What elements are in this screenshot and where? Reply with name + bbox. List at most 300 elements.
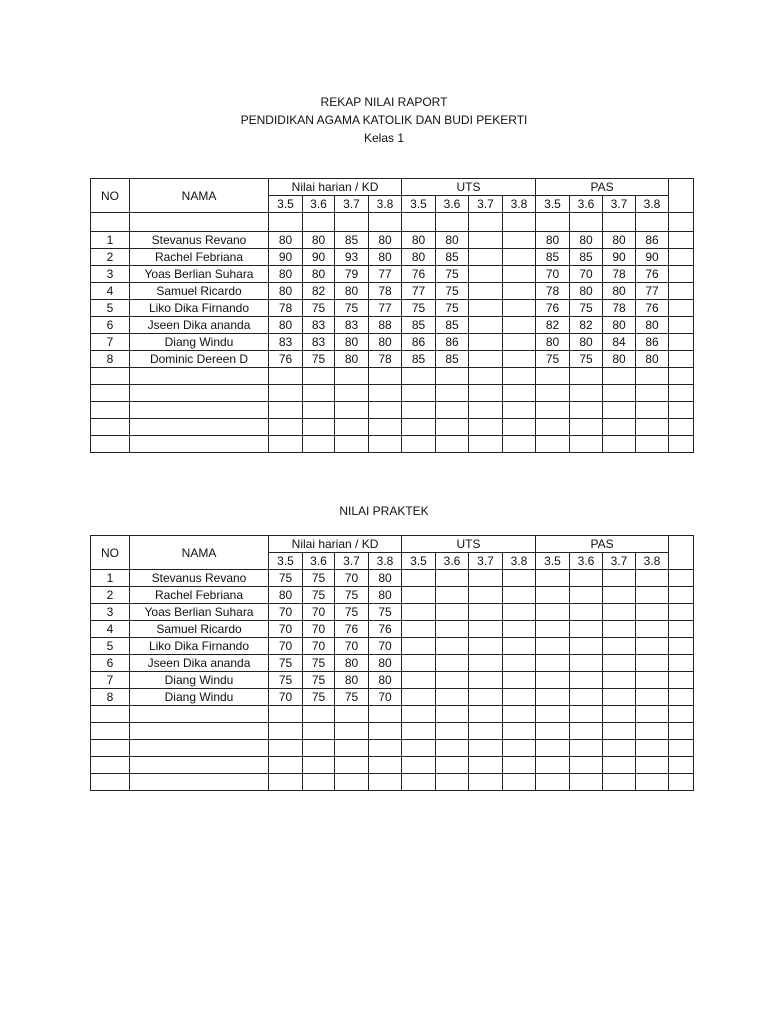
empty-cell: [130, 774, 269, 791]
table-row: [91, 587, 694, 604]
score-cell: 76: [636, 266, 669, 283]
row-no: 8: [91, 689, 130, 706]
empty-cell: [503, 368, 536, 385]
empty-cell: [402, 419, 436, 436]
student-name: Liko Dika Firnando: [130, 638, 269, 655]
empty-cell: [636, 213, 669, 232]
empty-cell: [669, 419, 694, 436]
blank-row: [91, 723, 694, 740]
score-cell: 80: [335, 283, 369, 300]
empty-cell: [402, 402, 436, 419]
score-cell: [469, 334, 503, 351]
empty-cell: [436, 213, 469, 232]
student-name: Yoas Berlian Suhara: [130, 266, 269, 283]
score-cell: 78: [369, 283, 402, 300]
score-cell: [503, 655, 536, 672]
empty-cell: [669, 706, 694, 723]
empty-cell: [503, 402, 536, 419]
score-cell: [402, 587, 436, 604]
empty-cell: [469, 419, 503, 436]
empty-cell: [603, 757, 636, 774]
empty-cell: [269, 213, 303, 232]
blank-row: [91, 402, 694, 419]
header-kd: 3.8: [369, 196, 402, 213]
student-name: Jseen Dika ananda: [130, 655, 269, 672]
empty-cell: [303, 402, 335, 419]
empty-cell: [91, 213, 130, 232]
score-cell: [636, 570, 669, 587]
empty-cell: [91, 419, 130, 436]
score-cell: [603, 604, 636, 621]
score-cell: 75: [303, 655, 335, 672]
score-cell: 82: [570, 317, 603, 334]
score-cell: [536, 672, 570, 689]
empty-cell: [369, 368, 402, 385]
header-kd: 3.7: [469, 196, 503, 213]
empty-cell: [603, 774, 636, 791]
score-cell: 88: [369, 317, 402, 334]
score-cell: [603, 689, 636, 706]
row-no: 3: [91, 604, 130, 621]
extra-cell: [669, 672, 694, 689]
empty-cell: [303, 213, 335, 232]
score-cell: 76: [636, 300, 669, 317]
score-cell: 75: [269, 655, 303, 672]
header-kd: 3.8: [369, 553, 402, 570]
score-cell: [570, 655, 603, 672]
header-nama: NAMA: [130, 179, 269, 213]
score-cell: 80: [335, 655, 369, 672]
score-cell: [503, 604, 536, 621]
score-cell: [469, 689, 503, 706]
empty-cell: [130, 706, 269, 723]
score-cell: [503, 587, 536, 604]
score-cell: 80: [369, 570, 402, 587]
score-cell: 78: [603, 266, 636, 283]
empty-cell: [402, 368, 436, 385]
header-kd: 3.7: [469, 553, 503, 570]
score-cell: 80: [603, 232, 636, 249]
score-cell: 75: [570, 351, 603, 368]
document-title: [0, 93, 768, 147]
student-name: Liko Dika Firnando: [130, 300, 269, 317]
empty-cell: [669, 385, 694, 402]
empty-cell: [369, 436, 402, 453]
empty-cell: [269, 436, 303, 453]
score-cell: [603, 655, 636, 672]
score-cell: [603, 587, 636, 604]
empty-cell: [636, 757, 669, 774]
score-cell: 80: [570, 232, 603, 249]
empty-cell: [335, 368, 369, 385]
student-name: Stevanus Revano: [130, 232, 269, 249]
score-cell: 86: [636, 232, 669, 249]
score-cell: [469, 300, 503, 317]
blank-row: [91, 740, 694, 757]
score-cell: 86: [636, 334, 669, 351]
student-name: Samuel Ricardo: [130, 621, 269, 638]
empty-cell: [130, 385, 269, 402]
row-no: 6: [91, 655, 130, 672]
score-cell: 80: [369, 249, 402, 266]
section-title-praktek: NILAI PRAKTEK: [339, 504, 429, 518]
score-cell: 85: [536, 249, 570, 266]
score-cell: [469, 283, 503, 300]
empty-cell: [536, 723, 570, 740]
empty-cell: [91, 402, 130, 419]
row-no: 4: [91, 283, 130, 300]
score-cell: 75: [570, 300, 603, 317]
score-cell: [503, 570, 536, 587]
empty-cell: [436, 419, 469, 436]
empty-cell: [303, 368, 335, 385]
empty-cell: [503, 213, 536, 232]
score-cell: 83: [303, 334, 335, 351]
empty-cell: [402, 723, 436, 740]
score-cell: 75: [436, 300, 469, 317]
extra-cell: [669, 587, 694, 604]
score-cell: 77: [402, 283, 436, 300]
header-group-uts: UTS: [402, 179, 536, 196]
extra-cell: [669, 300, 694, 317]
empty-cell: [636, 740, 669, 757]
extra-cell: [669, 621, 694, 638]
score-cell: [636, 638, 669, 655]
empty-cell: [570, 774, 603, 791]
empty-cell: [570, 723, 603, 740]
score-cell: 75: [303, 587, 335, 604]
empty-cell: [335, 385, 369, 402]
empty-cell: [369, 706, 402, 723]
score-cell: [503, 638, 536, 655]
empty-cell: [536, 757, 570, 774]
score-cell: [536, 638, 570, 655]
extra-cell: [669, 283, 694, 300]
empty-cell: [402, 740, 436, 757]
empty-cell: [636, 385, 669, 402]
score-cell: 80: [603, 351, 636, 368]
empty-cell: [570, 757, 603, 774]
extra-cell: [669, 317, 694, 334]
empty-cell: [669, 368, 694, 385]
row-no: 2: [91, 249, 130, 266]
empty-cell: [269, 368, 303, 385]
empty-cell: [369, 213, 402, 232]
empty-cell: [469, 723, 503, 740]
table-row: [91, 655, 694, 672]
score-cell: 80: [369, 655, 402, 672]
empty-cell: [303, 774, 335, 791]
empty-cell: [503, 706, 536, 723]
score-cell: [503, 249, 536, 266]
score-cell: [570, 587, 603, 604]
title-line-2: PENDIDIKAN AGAMA KATOLIK DAN BUDI PEKERTI: [240, 113, 528, 127]
score-cell: [536, 587, 570, 604]
empty-cell: [335, 757, 369, 774]
extra-cell: [669, 266, 694, 283]
score-cell: [402, 689, 436, 706]
score-cell: 70: [269, 604, 303, 621]
empty-cell: [570, 740, 603, 757]
empty-cell: [636, 419, 669, 436]
score-cell: [536, 621, 570, 638]
score-cell: [536, 570, 570, 587]
score-cell: [636, 655, 669, 672]
score-cell: 77: [636, 283, 669, 300]
empty-cell: [303, 436, 335, 453]
score-cell: 70: [335, 570, 369, 587]
empty-cell: [436, 774, 469, 791]
header-kd: 3.8: [503, 553, 536, 570]
empty-cell: [269, 774, 303, 791]
empty-cell: [335, 706, 369, 723]
title-line-3: Kelas 1: [363, 131, 405, 145]
extra-cell: [669, 689, 694, 706]
empty-cell: [636, 436, 669, 453]
empty-cell: [335, 723, 369, 740]
header-row: [91, 179, 694, 196]
blank-row: [91, 436, 694, 453]
empty-cell: [402, 385, 436, 402]
score-cell: [503, 621, 536, 638]
score-cell: 70: [335, 638, 369, 655]
empty-cell: [91, 723, 130, 740]
score-cell: 80: [402, 249, 436, 266]
header-kd: 3.5: [269, 196, 303, 213]
score-cell: [636, 621, 669, 638]
empty-cell: [369, 774, 402, 791]
score-cell: [570, 638, 603, 655]
score-cell: 85: [335, 232, 369, 249]
student-name: Rachel Febriana: [130, 249, 269, 266]
empty-cell: [669, 774, 694, 791]
score-cell: 84: [603, 334, 636, 351]
score-cell: 80: [570, 283, 603, 300]
score-cell: 93: [335, 249, 369, 266]
empty-cell: [402, 213, 436, 232]
header-nama: NAMA: [130, 536, 269, 570]
score-cell: [503, 689, 536, 706]
spacer-row: [91, 213, 694, 232]
score-cell: 80: [636, 351, 669, 368]
score-cell: [603, 672, 636, 689]
empty-cell: [503, 385, 536, 402]
score-cell: [436, 587, 469, 604]
empty-cell: [636, 723, 669, 740]
score-cell: 82: [536, 317, 570, 334]
empty-cell: [503, 757, 536, 774]
empty-cell: [269, 419, 303, 436]
score-cell: 75: [335, 587, 369, 604]
score-cell: [603, 638, 636, 655]
score-cell: [469, 249, 503, 266]
empty-cell: [130, 368, 269, 385]
student-name: Jseen Dika ananda: [130, 317, 269, 334]
empty-cell: [636, 402, 669, 419]
extra-cell: [669, 655, 694, 672]
header-extra: [669, 536, 694, 570]
header-group-pas: PAS: [536, 179, 669, 196]
score-cell: [570, 621, 603, 638]
empty-cell: [91, 385, 130, 402]
empty-cell: [503, 774, 536, 791]
score-cell: [603, 621, 636, 638]
score-cell: 76: [402, 266, 436, 283]
empty-cell: [536, 213, 570, 232]
score-cell: [536, 604, 570, 621]
empty-cell: [91, 740, 130, 757]
empty-cell: [436, 385, 469, 402]
empty-cell: [269, 402, 303, 419]
extra-cell: [669, 638, 694, 655]
header-group-uts: UTS: [402, 536, 536, 553]
score-cell: 70: [536, 266, 570, 283]
extra-cell: [669, 232, 694, 249]
empty-cell: [303, 757, 335, 774]
score-cell: 85: [402, 317, 436, 334]
empty-cell: [369, 402, 402, 419]
empty-cell: [669, 213, 694, 232]
score-cell: 70: [303, 604, 335, 621]
score-cell: [503, 232, 536, 249]
score-cell: 80: [269, 232, 303, 249]
score-cell: 75: [303, 351, 335, 368]
student-name: Samuel Ricardo: [130, 283, 269, 300]
table-row: [91, 317, 694, 334]
header-kd: 3.6: [303, 553, 335, 570]
score-cell: [402, 672, 436, 689]
score-cell: 70: [269, 638, 303, 655]
empty-cell: [436, 723, 469, 740]
score-cell: 85: [402, 351, 436, 368]
score-cell: [469, 638, 503, 655]
empty-cell: [335, 774, 369, 791]
empty-cell: [469, 213, 503, 232]
score-cell: 80: [369, 672, 402, 689]
empty-cell: [436, 757, 469, 774]
empty-cell: [130, 436, 269, 453]
empty-cell: [570, 436, 603, 453]
empty-cell: [669, 723, 694, 740]
praktek-table: [90, 535, 694, 791]
empty-cell: [469, 385, 503, 402]
empty-cell: [303, 740, 335, 757]
empty-cell: [335, 740, 369, 757]
score-cell: [503, 266, 536, 283]
header-kd: 3.8: [636, 196, 669, 213]
score-cell: 79: [335, 266, 369, 283]
empty-cell: [436, 368, 469, 385]
score-cell: 80: [269, 587, 303, 604]
score-cell: [402, 570, 436, 587]
empty-cell: [536, 368, 570, 385]
empty-cell: [269, 385, 303, 402]
score-cell: 85: [570, 249, 603, 266]
score-cell: 90: [303, 249, 335, 266]
score-cell: 83: [303, 317, 335, 334]
row-no: 6: [91, 317, 130, 334]
empty-cell: [570, 706, 603, 723]
score-cell: 83: [269, 334, 303, 351]
header-group-pas: PAS: [536, 536, 669, 553]
empty-cell: [603, 740, 636, 757]
empty-cell: [369, 419, 402, 436]
score-cell: 80: [269, 283, 303, 300]
empty-cell: [91, 436, 130, 453]
table-row: [91, 672, 694, 689]
table-row: [91, 621, 694, 638]
blank-row: [91, 385, 694, 402]
empty-cell: [570, 402, 603, 419]
empty-cell: [335, 402, 369, 419]
score-cell: [469, 351, 503, 368]
score-cell: [570, 689, 603, 706]
score-cell: [570, 672, 603, 689]
score-cell: 75: [303, 672, 335, 689]
score-cell: [503, 334, 536, 351]
score-cell: [469, 672, 503, 689]
title-line-1: REKAP NILAI RAPORT: [320, 95, 448, 109]
table-row: [91, 334, 694, 351]
score-cell: [570, 570, 603, 587]
score-cell: 80: [369, 334, 402, 351]
empty-cell: [469, 436, 503, 453]
empty-cell: [636, 706, 669, 723]
empty-cell: [402, 706, 436, 723]
score-cell: 75: [303, 689, 335, 706]
score-cell: [636, 689, 669, 706]
score-cell: [536, 689, 570, 706]
score-cell: 80: [436, 232, 469, 249]
score-cell: [636, 587, 669, 604]
score-cell: 70: [269, 689, 303, 706]
score-cell: [402, 621, 436, 638]
score-cell: 76: [269, 351, 303, 368]
score-cell: [436, 604, 469, 621]
row-no: 5: [91, 638, 130, 655]
empty-cell: [536, 419, 570, 436]
score-cell: [402, 655, 436, 672]
score-cell: [436, 655, 469, 672]
score-cell: 75: [335, 689, 369, 706]
empty-cell: [402, 436, 436, 453]
header-kd: 3.7: [335, 553, 369, 570]
empty-cell: [130, 740, 269, 757]
extra-cell: [669, 604, 694, 621]
score-cell: 90: [636, 249, 669, 266]
empty-cell: [269, 723, 303, 740]
empty-cell: [503, 436, 536, 453]
score-cell: 76: [335, 621, 369, 638]
extra-cell: [669, 334, 694, 351]
table-row: [91, 604, 694, 621]
score-cell: 76: [369, 621, 402, 638]
empty-cell: [570, 419, 603, 436]
score-cell: 75: [269, 570, 303, 587]
row-no: 4: [91, 621, 130, 638]
score-cell: 75: [436, 266, 469, 283]
header-kd: 3.5: [536, 196, 570, 213]
empty-cell: [603, 706, 636, 723]
empty-cell: [536, 740, 570, 757]
empty-cell: [603, 419, 636, 436]
table-row: [91, 232, 694, 249]
empty-cell: [669, 402, 694, 419]
row-no: 7: [91, 672, 130, 689]
score-cell: [469, 232, 503, 249]
empty-cell: [536, 436, 570, 453]
empty-cell: [369, 723, 402, 740]
